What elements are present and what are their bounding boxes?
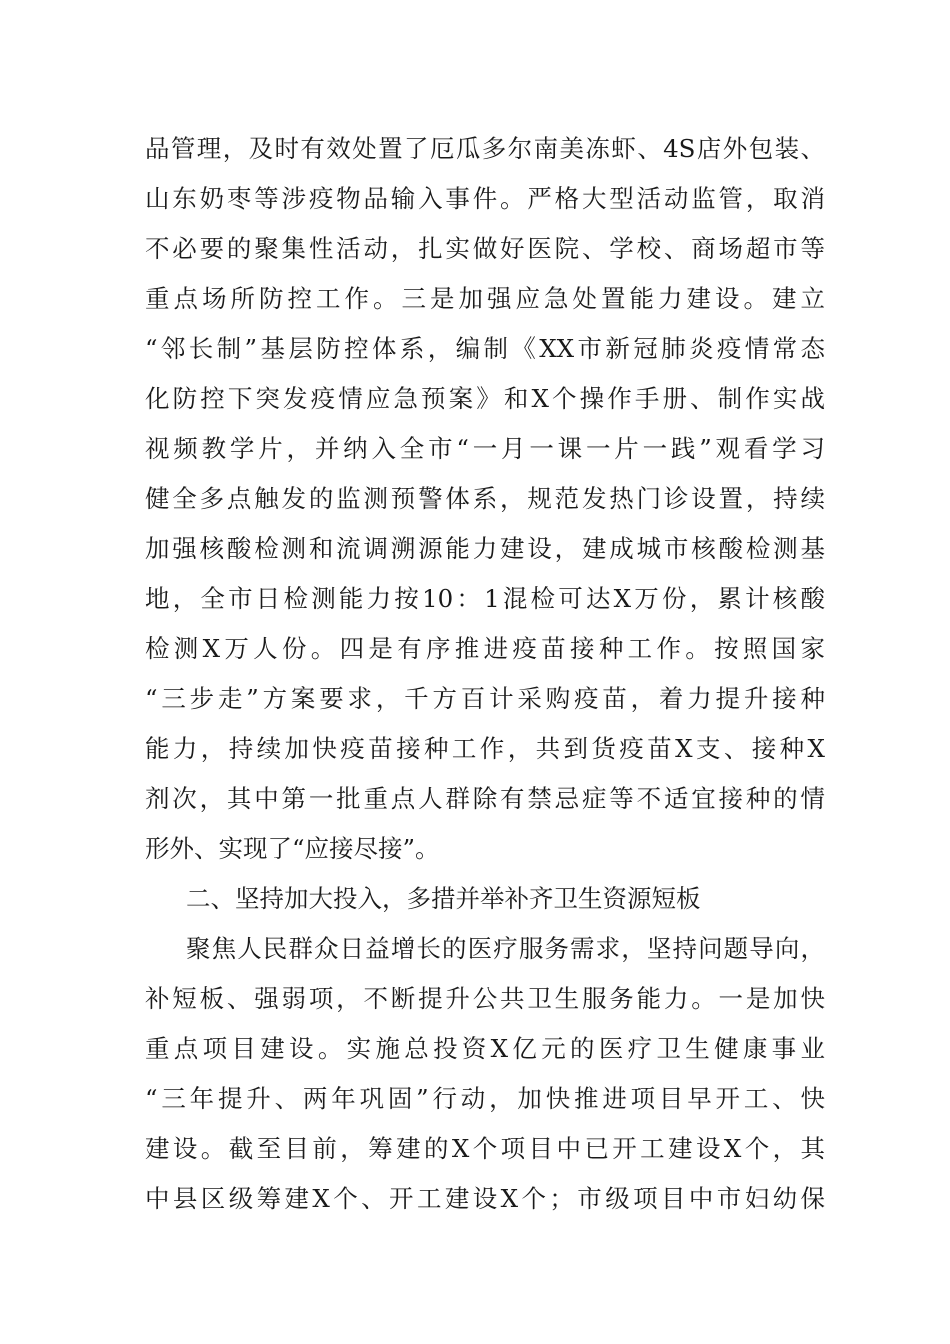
- text-line: 建设。截至目前，筹建的X个项目中已开工建设X个，其: [145, 1134, 825, 1163]
- text-line: 剂次，其中第一批重点人群除有禁忌症等不适宜接种的情: [145, 784, 825, 813]
- text-line: “邻长制”基层防控体系，编制《XX市新冠肺炎疫情常态: [145, 334, 825, 363]
- text-line: 视频教学片，并纳入全市“一月一课一片一践”观看学习: [145, 434, 825, 463]
- text-line: 形外、实现了“应接尽接”。: [145, 834, 440, 863]
- text-line: 品管理，及时有效处置了厄瓜多尔南美冻虾、4S店外包装、: [145, 134, 825, 163]
- text-line: 重点项目建设。实施总投资X亿元的医疗卫生健康事业: [145, 1034, 825, 1063]
- text-line: 能力，持续加快疫苗接种工作，共到货疫苗X支、接种X: [145, 734, 825, 763]
- text-line: 加强核酸检测和流调溯源能力建设，建成城市核酸检测基: [145, 534, 825, 563]
- text-line: 健全多点触发的监测预警体系，规范发热门诊设置，持续: [145, 484, 825, 513]
- text-line: 补短板、强弱项，不断提升公共卫生服务能力。一是加快: [145, 984, 825, 1013]
- text-line: 聚焦人民群众日益增长的医疗服务需求，坚持问题导向，: [186, 934, 825, 963]
- text-line: 重点场所防控工作。三是加强应急处置能力建设。建立: [145, 284, 825, 313]
- section-heading: 二、坚持加大投入，多措并举补齐卫生资源短板: [186, 884, 701, 913]
- text-line: “三步走”方案要求，千方百计采购疫苗，着力提升接种: [145, 684, 825, 713]
- text-line: “三年提升、两年巩固”行动，加快推进项目早开工、快: [145, 1084, 825, 1113]
- text-line: 地，全市日检测能力按10：1混检可达X万份，累计核酸: [145, 584, 825, 613]
- text-line: 山东奶枣等涉疫物品输入事件。严格大型活动监管，取消: [145, 184, 825, 213]
- text-line: 检测X万人份。四是有序推进疫苗接种工作。按照国家: [145, 634, 825, 663]
- text-line: 中县区级筹建X个、开工建设X个；市级项目中市妇幼保: [145, 1184, 825, 1213]
- text-line: 不必要的聚集性活动，扎实做好医院、学校、商场超市等: [145, 234, 825, 263]
- text-line: 化防控下突发疫情应急预案》和X个操作手册、制作实战: [145, 384, 825, 413]
